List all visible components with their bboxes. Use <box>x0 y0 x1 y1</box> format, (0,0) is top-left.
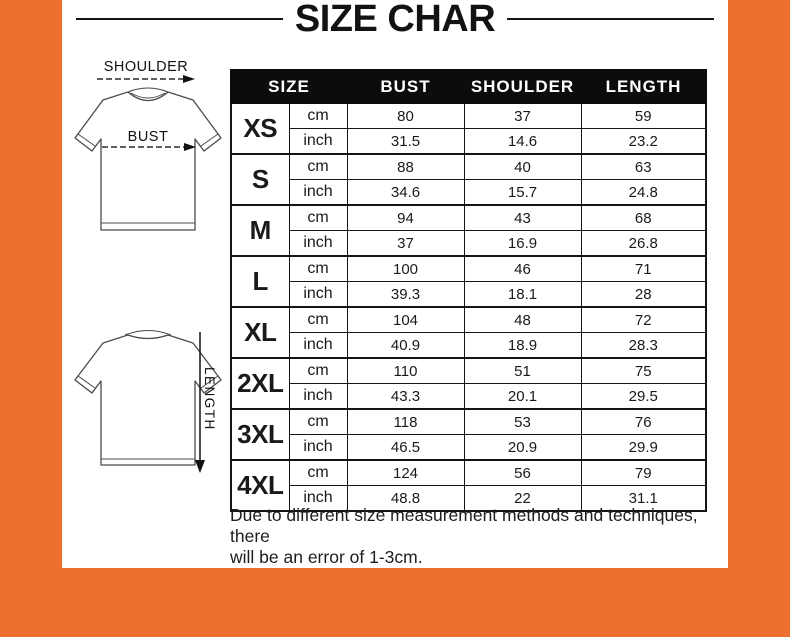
row-m-inch <box>231 231 706 257</box>
unit-inch-xl: inch <box>289 333 347 359</box>
xs-inch-bust: 31.5 <box>347 129 464 155</box>
size-label-l: L <box>231 256 289 307</box>
row-s-cm <box>231 154 706 180</box>
s-inch-shoulder: 15.7 <box>464 180 581 206</box>
size-table-wrap <box>230 69 707 512</box>
l-cm-length: 71 <box>581 256 706 282</box>
unit-inch-4xl: inch <box>289 486 347 512</box>
back-shirt-outline <box>75 335 221 465</box>
3xl-cm-shoulder: 53 <box>464 409 581 435</box>
unit-inch-m: inch <box>289 231 347 257</box>
row-2xl-inch <box>231 384 706 410</box>
s-inch-bust: 34.6 <box>347 180 464 206</box>
xl-inch-bust: 40.9 <box>347 333 464 359</box>
l-inch-shoulder: 18.1 <box>464 282 581 308</box>
s-cm-bust: 88 <box>347 154 464 180</box>
content-panel <box>62 0 728 568</box>
xs-cm-shoulder: 37 <box>464 103 581 129</box>
length-arrow-head-icon <box>195 460 205 473</box>
shoulder-arrow-head-icon <box>183 75 195 83</box>
back-shirt-diagram <box>65 323 235 478</box>
4xl-inch-bust: 48.8 <box>347 486 464 512</box>
3xl-cm-length: 76 <box>581 409 706 435</box>
xs-cm-length: 59 <box>581 103 706 129</box>
xl-cm-length: 72 <box>581 307 706 333</box>
2xl-cm-shoulder: 51 <box>464 358 581 384</box>
s-cm-length: 63 <box>581 154 706 180</box>
2xl-inch-shoulder: 20.1 <box>464 384 581 410</box>
header-length: LENGTH <box>581 70 706 103</box>
3xl-inch-bust: 46.5 <box>347 435 464 461</box>
size-table-body <box>231 103 706 511</box>
2xl-inch-length: 29.5 <box>581 384 706 410</box>
3xl-cm-bust: 118 <box>347 409 464 435</box>
row-l-cm <box>231 256 706 282</box>
size-label-m: M <box>231 205 289 256</box>
xs-cm-bust: 80 <box>347 103 464 129</box>
2xl-cm-length: 75 <box>581 358 706 384</box>
front-shirt-outline <box>75 92 221 230</box>
xl-inch-shoulder: 18.9 <box>464 333 581 359</box>
row-m-cm <box>231 205 706 231</box>
m-inch-shoulder: 16.9 <box>464 231 581 257</box>
header-shoulder: SHOULDER <box>464 70 581 103</box>
header-bust: BUST <box>347 70 464 103</box>
4xl-inch-length: 31.1 <box>581 486 706 512</box>
unit-cm-2xl: cm <box>289 358 347 384</box>
unit-cm-l: cm <box>289 256 347 282</box>
unit-inch-s: inch <box>289 180 347 206</box>
footer-note <box>230 505 735 568</box>
m-cm-length: 68 <box>581 205 706 231</box>
2xl-inch-bust: 43.3 <box>347 384 464 410</box>
s-cm-shoulder: 40 <box>464 154 581 180</box>
bust-label: BUST <box>127 129 169 145</box>
row-2xl-cm <box>231 358 706 384</box>
size-label-xs: XS <box>231 103 289 154</box>
m-cm-bust: 94 <box>347 205 464 231</box>
row-xl-inch <box>231 333 706 359</box>
size-label-xl: XL <box>231 307 289 358</box>
table-header-row <box>231 70 706 103</box>
3xl-inch-length: 29.9 <box>581 435 706 461</box>
length-label: LENGTH <box>202 367 217 431</box>
size-label-3xl: 3XL <box>231 409 289 460</box>
size-label-4xl: 4XL <box>231 460 289 511</box>
4xl-cm-bust: 124 <box>347 460 464 486</box>
size-label-s: S <box>231 154 289 205</box>
4xl-inch-shoulder: 22 <box>464 486 581 512</box>
unit-cm-3xl: cm <box>289 409 347 435</box>
unit-cm-xs: cm <box>289 103 347 129</box>
2xl-cm-bust: 110 <box>347 358 464 384</box>
row-xs-inch <box>231 129 706 155</box>
row-xl-cm <box>231 307 706 333</box>
footer-note-line2: will be an error of 1-3cm. <box>230 547 423 567</box>
unit-inch-3xl: inch <box>289 435 347 461</box>
unit-cm-4xl: cm <box>289 460 347 486</box>
unit-inch-2xl: inch <box>289 384 347 410</box>
xl-cm-shoulder: 48 <box>464 307 581 333</box>
row-4xl-cm <box>231 460 706 486</box>
footer-note-line1: Due to different size measurement methods and techniques, there <box>230 505 698 546</box>
page-title: SIZE CHAR <box>294 0 496 40</box>
m-inch-length: 26.8 <box>581 231 706 257</box>
title-rule-left <box>76 18 283 20</box>
unit-cm-m: cm <box>289 205 347 231</box>
header-size: SIZE <box>231 70 347 103</box>
xs-inch-shoulder: 14.6 <box>464 129 581 155</box>
back-collar-line <box>125 331 171 336</box>
row-xs-cm <box>231 103 706 129</box>
l-cm-bust: 100 <box>347 256 464 282</box>
3xl-inch-shoulder: 20.9 <box>464 435 581 461</box>
xs-inch-length: 23.2 <box>581 129 706 155</box>
4xl-cm-shoulder: 56 <box>464 460 581 486</box>
size-label-2xl: 2XL <box>231 358 289 409</box>
s-inch-length: 24.8 <box>581 180 706 206</box>
unit-cm-xl: cm <box>289 307 347 333</box>
l-inch-bust: 39.3 <box>347 282 464 308</box>
row-l-inch <box>231 282 706 308</box>
unit-inch-l: inch <box>289 282 347 308</box>
front-collar-line <box>128 88 168 92</box>
unit-inch-xs: inch <box>289 129 347 155</box>
title-row <box>62 0 728 42</box>
l-inch-length: 28 <box>581 282 706 308</box>
row-3xl-inch <box>231 435 706 461</box>
row-3xl-cm <box>231 409 706 435</box>
xl-inch-length: 28.3 <box>581 333 706 359</box>
shoulder-label: SHOULDER <box>103 59 189 75</box>
title-rule-right <box>507 18 714 20</box>
unit-cm-s: cm <box>289 154 347 180</box>
size-table <box>230 69 707 512</box>
l-cm-shoulder: 46 <box>464 256 581 282</box>
m-cm-shoulder: 43 <box>464 205 581 231</box>
row-s-inch <box>231 180 706 206</box>
xl-cm-bust: 104 <box>347 307 464 333</box>
4xl-cm-length: 79 <box>581 460 706 486</box>
front-shirt-diagram <box>65 52 235 244</box>
m-inch-bust: 37 <box>347 231 464 257</box>
